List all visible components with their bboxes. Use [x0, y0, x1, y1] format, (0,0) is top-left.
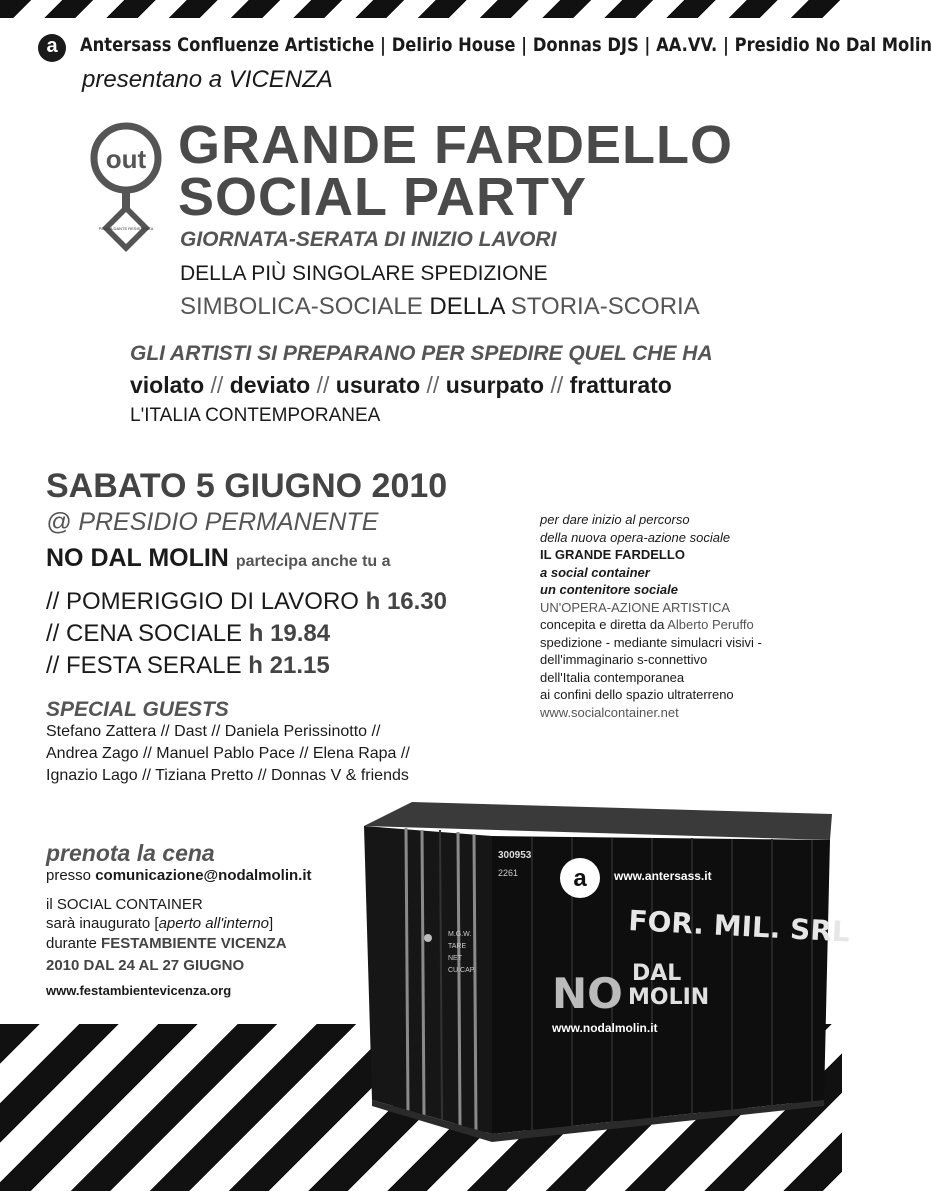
- program-label: // CENA SOCIALE: [46, 620, 249, 647]
- program-item: [46, 620, 330, 648]
- partecipa-text: partecipa anche tu a: [235, 553, 391, 570]
- container-url-1: www.antersass.it: [614, 869, 712, 883]
- word-deviato: deviato: [229, 372, 311, 398]
- subtitle-line-1: GIORNATA-SERATA DI INIZIO LAVORI: [180, 228, 557, 251]
- info-line: [540, 616, 762, 634]
- program-label: // FESTA SERALE: [46, 652, 249, 679]
- program-time: h 19.84: [248, 620, 331, 647]
- info-link[interactable]: www.socialcontainer.net: [540, 704, 679, 720]
- guests-line: Andrea Zago // Manuel Pablo Pace // Elena Rapa //: [46, 745, 410, 762]
- prenota-presso: presso: [46, 867, 96, 884]
- info-line: IL GRANDE FARDELLO: [540, 547, 685, 562]
- prenota-l3b: aperto all'interno: [158, 915, 270, 932]
- info-l7a: concepita e diretta da: [540, 617, 668, 632]
- title-line-1: GRANDE FARDELLO: [178, 115, 733, 175]
- prenota-line: il SOCIAL CONTAINER: [46, 896, 203, 913]
- prenota-heading: prenota la cena: [46, 840, 215, 866]
- artists-line-3: L'ITALIA CONTEMPORANEA: [130, 405, 381, 426]
- program-item: [46, 588, 447, 616]
- prenota-l3c: ]: [269, 915, 274, 932]
- prenota-festambiente: FESTAMBIENTE VICENZA: [101, 935, 287, 952]
- info-line: della nuova opera-azione sociale: [540, 529, 731, 545]
- info-block: [540, 511, 762, 721]
- info-line: UN'OPERA-AZIONE ARTISTICA: [540, 599, 731, 615]
- info-line: un contenitore sociale: [540, 582, 678, 597]
- title-line-2: SOCIAL PARTY: [178, 167, 588, 227]
- out-logo-badge: PIAZZA DANTE RESISTENZA: [98, 226, 154, 231]
- spec-mgw: M.G.W.: [448, 931, 472, 938]
- prenota-l3a: sarà inaugurato [: [46, 915, 159, 932]
- info-line: ai confini dello spazio ultraterreno: [540, 687, 734, 702]
- info-line: per dare inizio al percorso: [540, 512, 690, 527]
- word-usurpato: usurpato: [445, 372, 545, 398]
- dal-text: DAL: [632, 961, 682, 986]
- event-date: SABATO 5 GIUGNO 2010: [46, 467, 448, 505]
- event-presidio: @ PRESIDIO PERMANENTE: [46, 508, 379, 536]
- subtitle-3b: DELLA: [429, 293, 505, 320]
- separator: //: [544, 372, 570, 398]
- container-code-2: 2261: [498, 868, 519, 878]
- word-usurato: usurato: [335, 372, 421, 398]
- artists-words: [130, 372, 672, 399]
- no-text: NO: [552, 969, 623, 1018]
- shipping-container-image: [362, 800, 851, 1160]
- nodal-name: NO DAL MOLIN: [46, 544, 229, 572]
- prenota-email[interactable]: comunicazione@nodalmolin.it: [95, 867, 312, 884]
- guests-line: Stefano Zattera // Dast // Daniela Perissinotto //: [46, 723, 381, 740]
- top-stripe-band: [0, 0, 842, 18]
- word-violato: violato: [130, 372, 205, 398]
- info-line: dell'Italia contemporanea: [540, 669, 685, 685]
- info-line: a social container: [540, 564, 650, 580]
- program-label: // POMERIGGIO DI LAVORO: [46, 588, 366, 615]
- program-time: h 21.15: [248, 652, 330, 679]
- antersass-logo-icon: a: [38, 34, 66, 62]
- info-line: spedizione - mediante simulacri visivi -: [540, 634, 762, 650]
- prenota-l4a: durante: [46, 935, 102, 952]
- prenota-line: [46, 935, 287, 952]
- guests-line: Ignazio Lago // Tiziana Pretto // Donnas V & friends: [46, 767, 409, 784]
- separator: //: [204, 372, 230, 398]
- word-fratturato: fratturato: [569, 372, 672, 398]
- spec-tare: TARE: [448, 943, 467, 950]
- event-nodal: [46, 544, 391, 573]
- subtitle-line-2: DELLA PIÙ SINGOLARE SPEDIZIONE: [180, 262, 548, 285]
- container-url-2: www.nodalmolin.it: [552, 1021, 658, 1035]
- info-line: dell'immaginario s-connettivo: [540, 652, 708, 667]
- prenota-line: [46, 867, 312, 884]
- prenota-link[interactable]: www.festambientevicenza.org: [46, 983, 232, 998]
- subtitle-line-3: [180, 293, 700, 321]
- program-item: [46, 652, 330, 680]
- program-time: h 16.30: [365, 588, 447, 615]
- presenters-line: Antersass Confluenze Artistiche | Delirio House | Donnas DJS | AA.VV. | Presidio No Dal Molin: [80, 34, 932, 56]
- spec-cucap: CU.CAP.: [448, 967, 476, 974]
- artists-line-1: GLI ARTISTI SI PREPARANO PER SPEDIRE QUEL CHE HA: [130, 342, 713, 365]
- prenota-line: [46, 915, 273, 932]
- subtitle-3a: SIMBOLICA-SOCIALE: [180, 293, 430, 320]
- spec-net: NET: [448, 955, 462, 962]
- guests-heading: SPECIAL GUESTS: [46, 698, 229, 721]
- out-logo-word: out: [105, 144, 147, 174]
- info-author: Alberto Peruffo: [667, 617, 754, 632]
- separator: //: [420, 372, 446, 398]
- svg-text:a: a: [573, 865, 587, 892]
- container-company: FOR. MIL. SRL: [627, 904, 851, 949]
- subtitle-3c: STORIA-SCORIA: [504, 293, 700, 320]
- separator: //: [310, 372, 336, 398]
- prenota-dates: 2010 DAL 24 AL 27 GIUGNO: [46, 957, 245, 974]
- out-logo: [88, 118, 168, 254]
- molin-text: MOLIN: [628, 985, 710, 1010]
- presentano-line: presentano a VICENZA: [82, 66, 333, 93]
- container-code-1: 300953: [498, 850, 532, 861]
